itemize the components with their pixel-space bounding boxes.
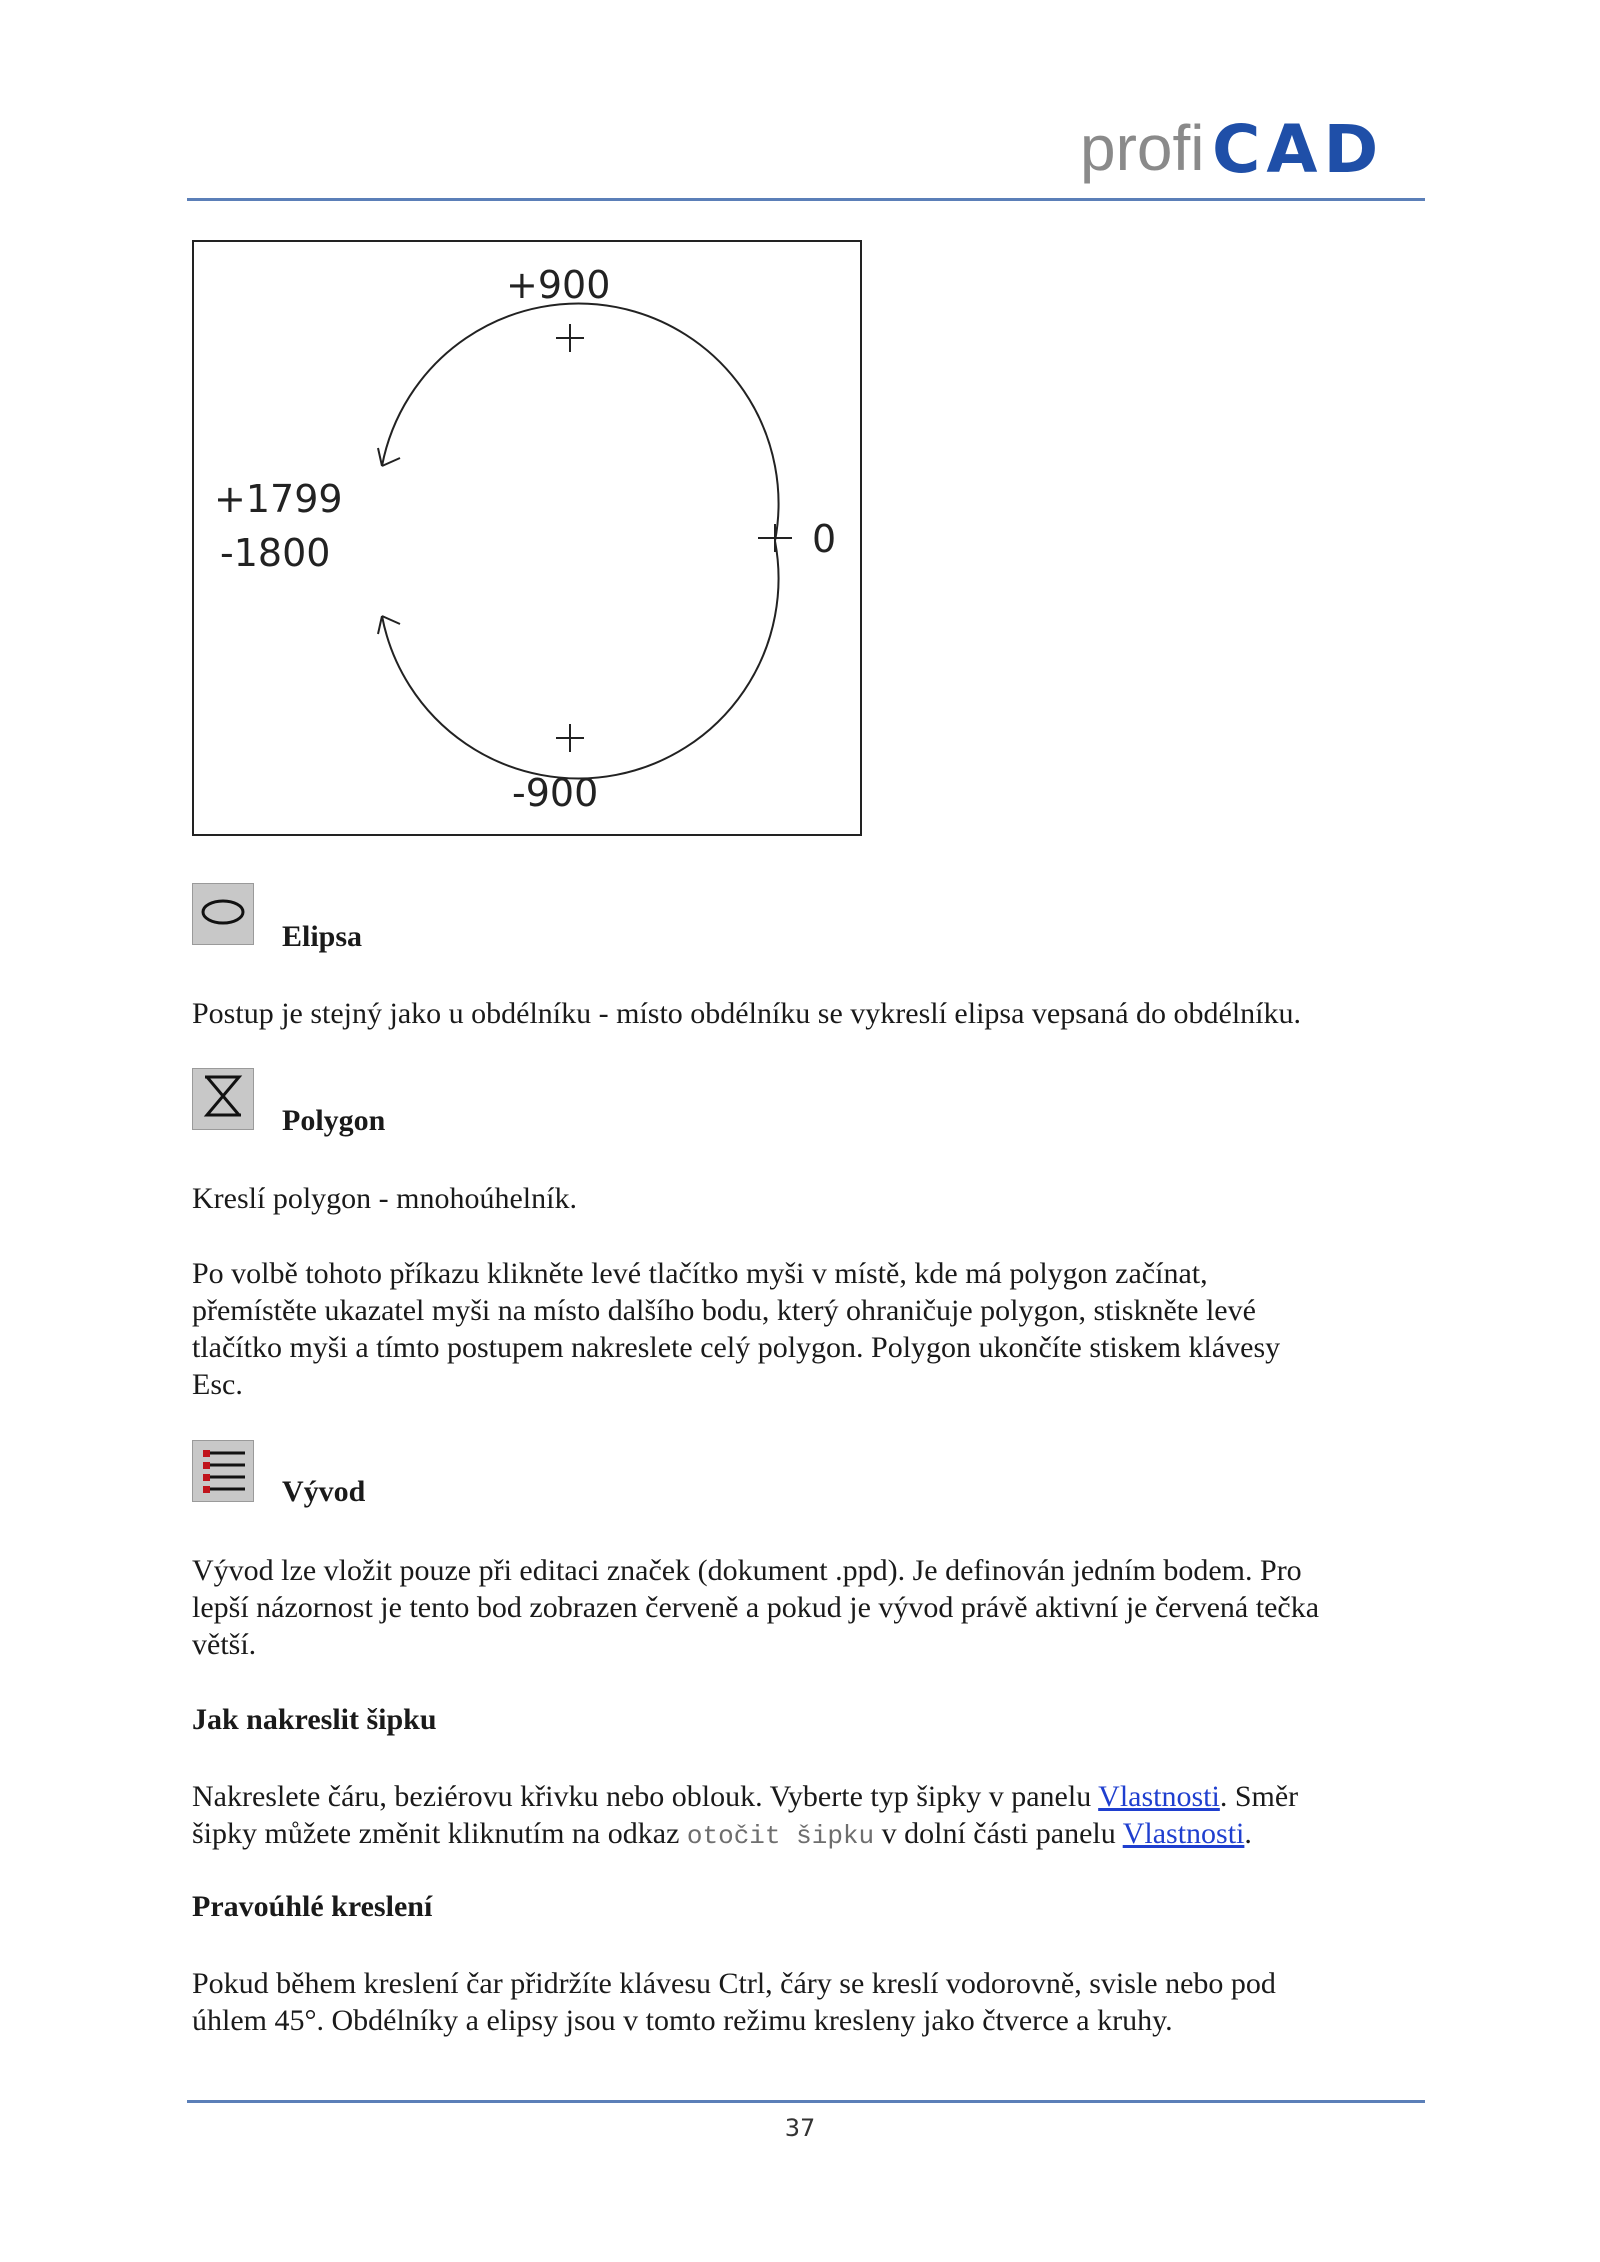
angle-diagram <box>192 240 862 836</box>
polygon-text-2 <box>192 1255 1422 1403</box>
label-plus-900: +900 <box>506 263 611 307</box>
sipka-text-2c: . <box>1244 1817 1252 1850</box>
header-divider <box>187 198 1425 201</box>
label-plus-1799: +1799 <box>214 477 343 521</box>
heading-vyvod: Vývod <box>282 1475 366 1508</box>
vyvod-text-line-3: větší. <box>192 1628 257 1661</box>
vyvod-text-line-2: lepší názornost je tento bod zobrazen červeně a pokud je vývod právě aktivní je červená tečka <box>192 1591 1320 1624</box>
page-number: 37 <box>784 2114 816 2142</box>
rotate-arrow-code: otočit šipku <box>686 1821 875 1851</box>
label-zero: 0 <box>812 517 837 561</box>
label-minus-1800: -1800 <box>220 531 331 575</box>
proficad-logo <box>1080 108 1410 186</box>
logo-text-prefix: profi <box>1080 112 1205 184</box>
sipka-text-line-1 <box>192 1778 1422 1815</box>
polygon-text-1: Kreslí polygon - mnohoúhelník. <box>192 1182 577 1215</box>
heading-polygon: Polygon <box>282 1104 386 1137</box>
heading-pravouhle-kresleni: Pravoúhlé kreslení <box>192 1890 433 1923</box>
sipka-text-2b: v dolní části panelu <box>874 1817 1123 1850</box>
sipka-text-line-2 <box>192 1815 1422 1855</box>
polygon-text-2-line-4: Esc. <box>192 1368 243 1401</box>
polygon-tool-icon <box>192 1068 254 1130</box>
polygon-text-2-line-3: tlačítko myši a tímto postupem nakreslete celý polygon. Polygon ukončíte stiskem klávesy <box>192 1331 1281 1364</box>
heading-jak-nakreslit-sipku: Jak nakreslit šipku <box>192 1703 437 1736</box>
sipka-text-1a: Nakreslete čáru, beziérovu křivku nebo oblouk. Vyberte typ šipky v panelu <box>192 1780 1099 1813</box>
vyvod-text-line-1: Vývod lze vložit pouze při editaci značek (dokument .ppd). Je definován jedním bodem. Pro <box>192 1554 1302 1587</box>
pravouhle-text <box>192 1965 1422 2039</box>
heading-elipsa: Elipsa <box>282 920 363 953</box>
logo-text-suffix: CAD <box>1212 111 1385 186</box>
vyvod-text <box>192 1552 1422 1663</box>
sipka-text <box>192 1778 1422 1855</box>
polygon-text-2-line-2: přemístěte ukazatel myši na místo dalšího bodu, který ohraničuje polygon, stiskněte levé <box>192 1294 1256 1327</box>
footer-divider <box>187 2100 1425 2103</box>
sipka-text-2a: šipky můžete změnit kliknutím na odkaz <box>192 1817 687 1850</box>
pravouhle-text-line-2: úhlem 45°. Obdélníky a elipsy jsou v tomto režimu kresleny jako čtverce a kruhy. <box>192 2004 1173 2037</box>
vlastnosti-link-2[interactable]: Vlastnosti <box>1122 1817 1245 1850</box>
elipsa-text: Postup je stejný jako u obdélníku - místo obdélníku se vykreslí elipsa vepsaná do obdélníku. <box>192 997 1302 1030</box>
sipka-text-1b: . Směr <box>1219 1780 1299 1813</box>
label-minus-900: -900 <box>512 771 599 815</box>
polygon-text-2-line-1: Po volbě tohoto příkazu klikněte levé tlačítko myši v místě, kde má polygon začínat, <box>192 1257 1208 1290</box>
vlastnosti-link-1[interactable]: Vlastnosti <box>1098 1780 1220 1813</box>
ellipse-tool-icon <box>192 883 254 945</box>
pin-tool-icon <box>192 1440 254 1502</box>
pravouhle-text-line-1: Pokud během kreslení čar přidržíte klávesu Ctrl, čáry se kreslí vodorovně, svisle nebo pod <box>192 1967 1276 2000</box>
